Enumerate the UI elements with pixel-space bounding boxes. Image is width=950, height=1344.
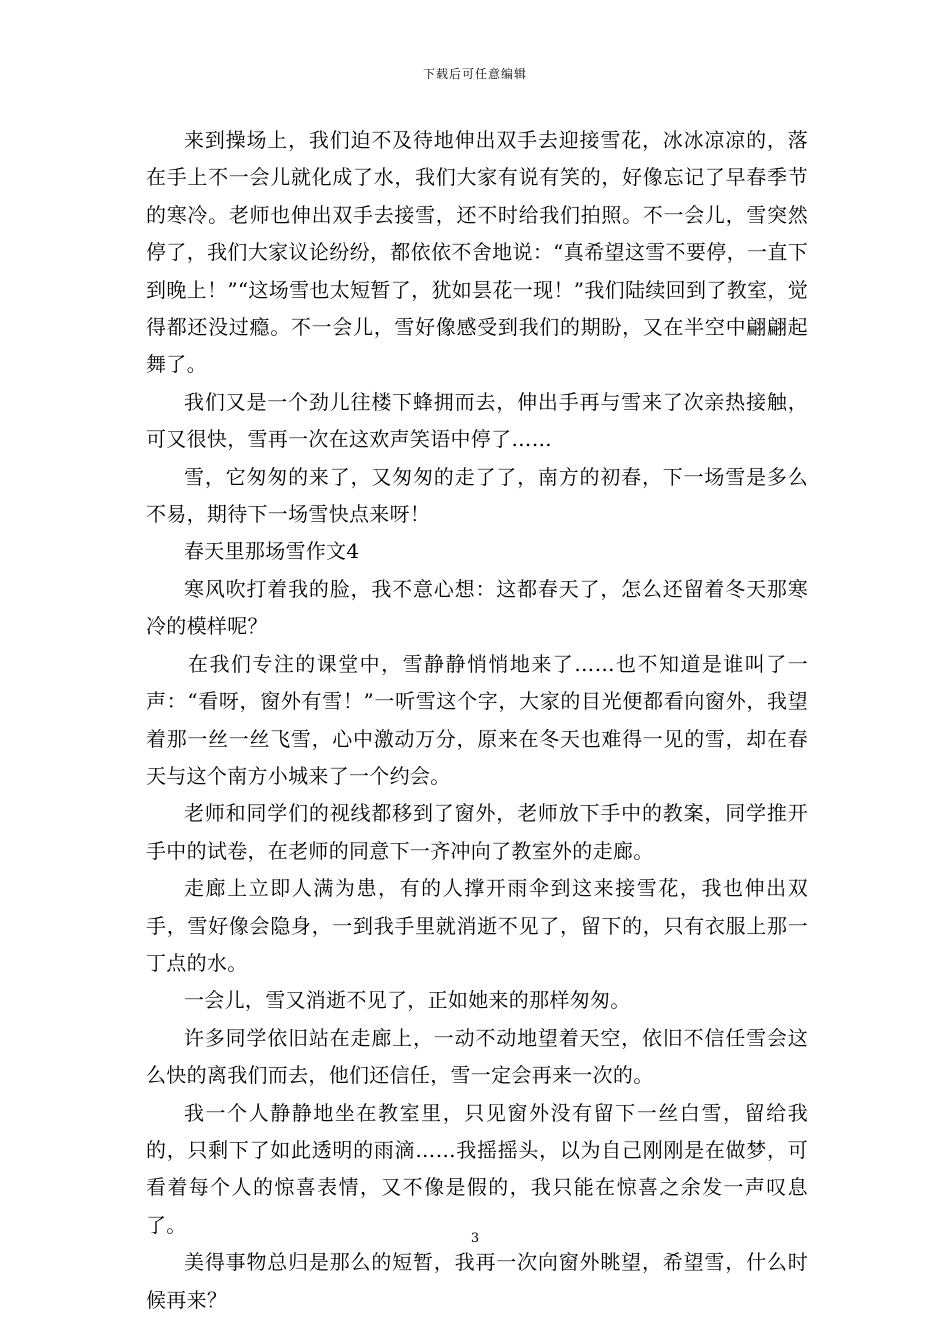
- paragraph-2: 我们又是一个劲儿往楼下蜂拥而去，伸出手再与雪来了次亲热接触，可又很快，雪再一次在这欢声笑语中停了……: [146, 389, 808, 452]
- section-title: 春天里那场雪作文4: [184, 539, 360, 564]
- paragraph-9: 一会儿，雪又消逝不见了，正如她来的那样匆匆。: [184, 988, 631, 1013]
- paragraph-1: 来到操场上，我们迫不及待地伸出双手去迎接雪花，冰冰凉凉的，落在手上不一会儿就化成了水，我们大家有说有笑的，好像忘记了早春季节的寒冷。老师也伸出双手去接雪，还不时给我们拍照。不一会儿，雪突然停了，我们大家议论纷纷，都依依不舍地说：“真希望这雪不要停，一直下到晚上！”“这场雪也太短暂了，犹如昙花一现！”我们陆续回到了教室，觉得都还没过瘾。不一会儿，雪好像感受到我们的期盼，又在半空中翩翩起舞了。: [146, 128, 808, 377]
- paragraph-5: 寒风吹打着我的脸，我不意心想：这都春天了，怎么还留着冬天那寒冷的模样呢？: [146, 576, 808, 639]
- paragraph-7: 老师和同学们的视线都移到了窗外，老师放下手中的教案，同学推开手中的试卷，在老师的同意下一齐冲向了教室外的走廊。: [146, 801, 808, 863]
- paragraph-11: 我一个人静静地坐在教室里，只见窗外没有留下一丝白雪，留给我的，只剩下了如此透明的雨滴……我摇摇头，以为自己刚刚是在做梦，可看着每个人的惊喜表情，又不像是假的，我只能在惊喜之余发一声叹息了。: [146, 1100, 808, 1237]
- paragraph-8: 走廊上立即人满为患，有的人撑开雨伞到这来接雪花，我也伸出双手，雪好像会隐身，一到我手里就消逝不见了，留下的，只有衣服上那一丁点的水。: [146, 876, 808, 975]
- page-number: 3: [470, 1231, 480, 1246]
- page-header: 下载后可任意编辑: [422, 67, 527, 81]
- paragraph-6: 在我们专注的课堂中，雪静静悄悄地来了……也不知道是谁叫了一声：“看呀，窗外有雪！”一听雪这个字，大家的目光便都看向窗外，我望着那一丝一丝飞雪，心中激动万分，原来在冬天也难得一见的雪，却在春天与这个南方小城来了一个约会。: [146, 651, 808, 788]
- paragraph-3: 雪，它匆匆的来了，又匆匆的走了了，南方的初春，下一场雪是多么不易，期待下一场雪快点来呀！: [146, 464, 808, 527]
- paragraph-10: 许多同学依旧站在走廊上，一动不动地望着天空，依旧不信任雪会这么快的离我们而去，他们还信任，雪一定会再来一次的。: [146, 1025, 808, 1088]
- paragraph-12: 美得事物总归是那么的短暂，我再一次向窗外眺望，希望雪，什么时候再来？: [146, 1250, 808, 1312]
- document-body: [146, 122, 808, 1319]
